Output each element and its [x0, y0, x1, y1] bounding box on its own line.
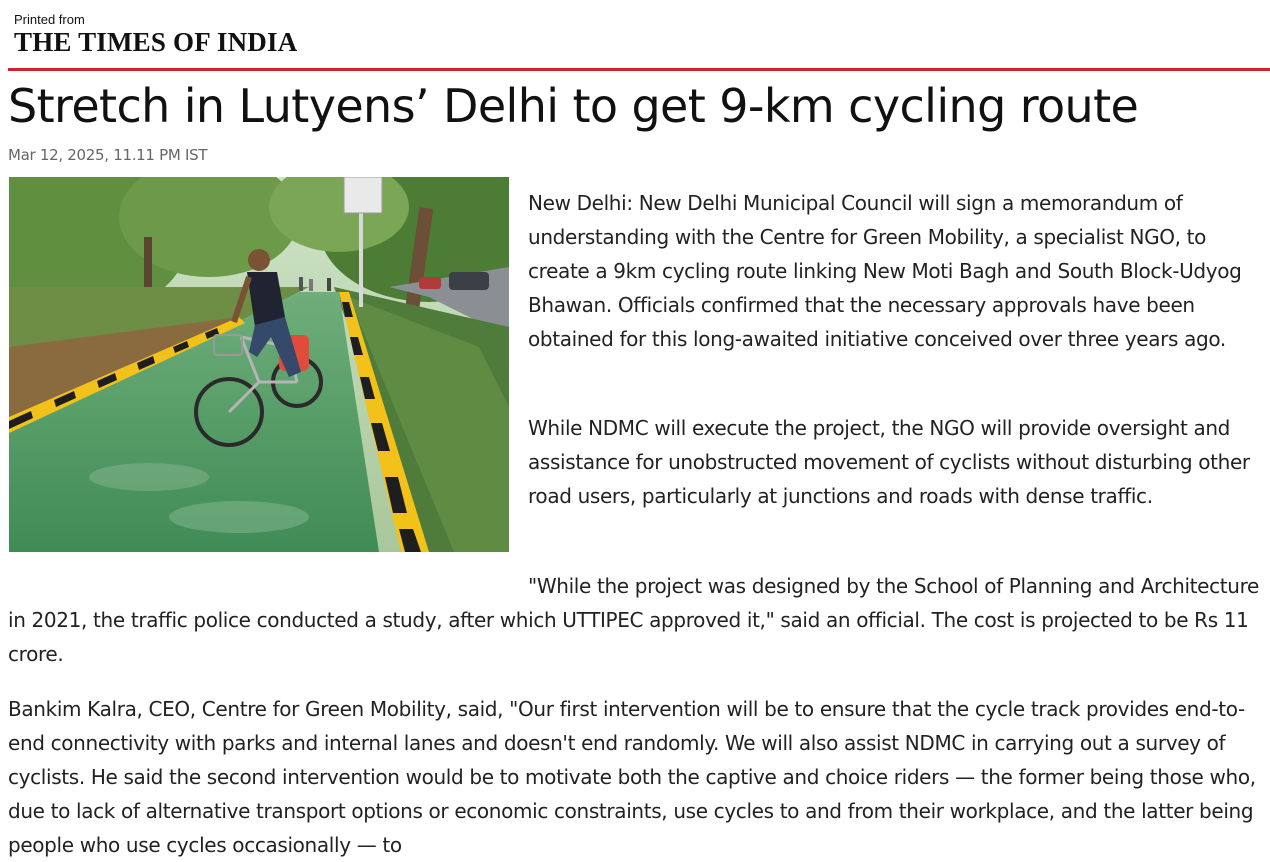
header-divider: [8, 68, 1270, 71]
article-headline: Stretch in Lutyens’ Delhi to get 9-km cycling route: [8, 79, 1139, 133]
paragraph-3: "While the project was designed by the School of Planning and Architecture in 2021, the traffic police conducted a study, after which UTTIPEC approved it," said an official. The cost is projected to be Rs 11 crore.: [8, 574, 1259, 666]
masthead-logo: THE TIMES OF INDIA: [14, 27, 298, 57]
paragraph-1: New Delhi: New Delhi Municipal Council will sign a memorandum of understanding with the Centre for Green Mobility, a specialist NGO, to create a 9km cycling route linking New Moti Bagh and South Block-Udyog Bhawan. Officials confirmed that the necessary approvals have been obtained for this long-awaited initiative conceived over three years ago.: [528, 191, 1242, 351]
printed-from-label: Printed from: [14, 12, 85, 27]
paragraph-4: Bankim Kalra, CEO, Centre for Green Mobility, said, "Our first intervention will be to ensure that the cycle track provides end-to-end connectivity with parks and internal lanes and doesn't end randomly. We will also assist NDMC in carrying out a survey of cyclists. He said the second intervention would be to motivate both the captive and choice riders — the former being those who, due to lack of alternative transport options or economic constraints, use cycles to and from their workplace, and the latter being people who use cycles occasionally — to: [8, 697, 1256, 857]
article-dateline: Mar 12, 2025, 11.11 PM IST: [8, 146, 208, 164]
paragraph-2: While NDMC will execute the project, the NGO will provide oversight and assistance for unobstructed movement of cyclists without disturbing other road users, particularly at junctions and roads with dense traffic.: [528, 416, 1250, 508]
article-photo: [9, 177, 509, 552]
